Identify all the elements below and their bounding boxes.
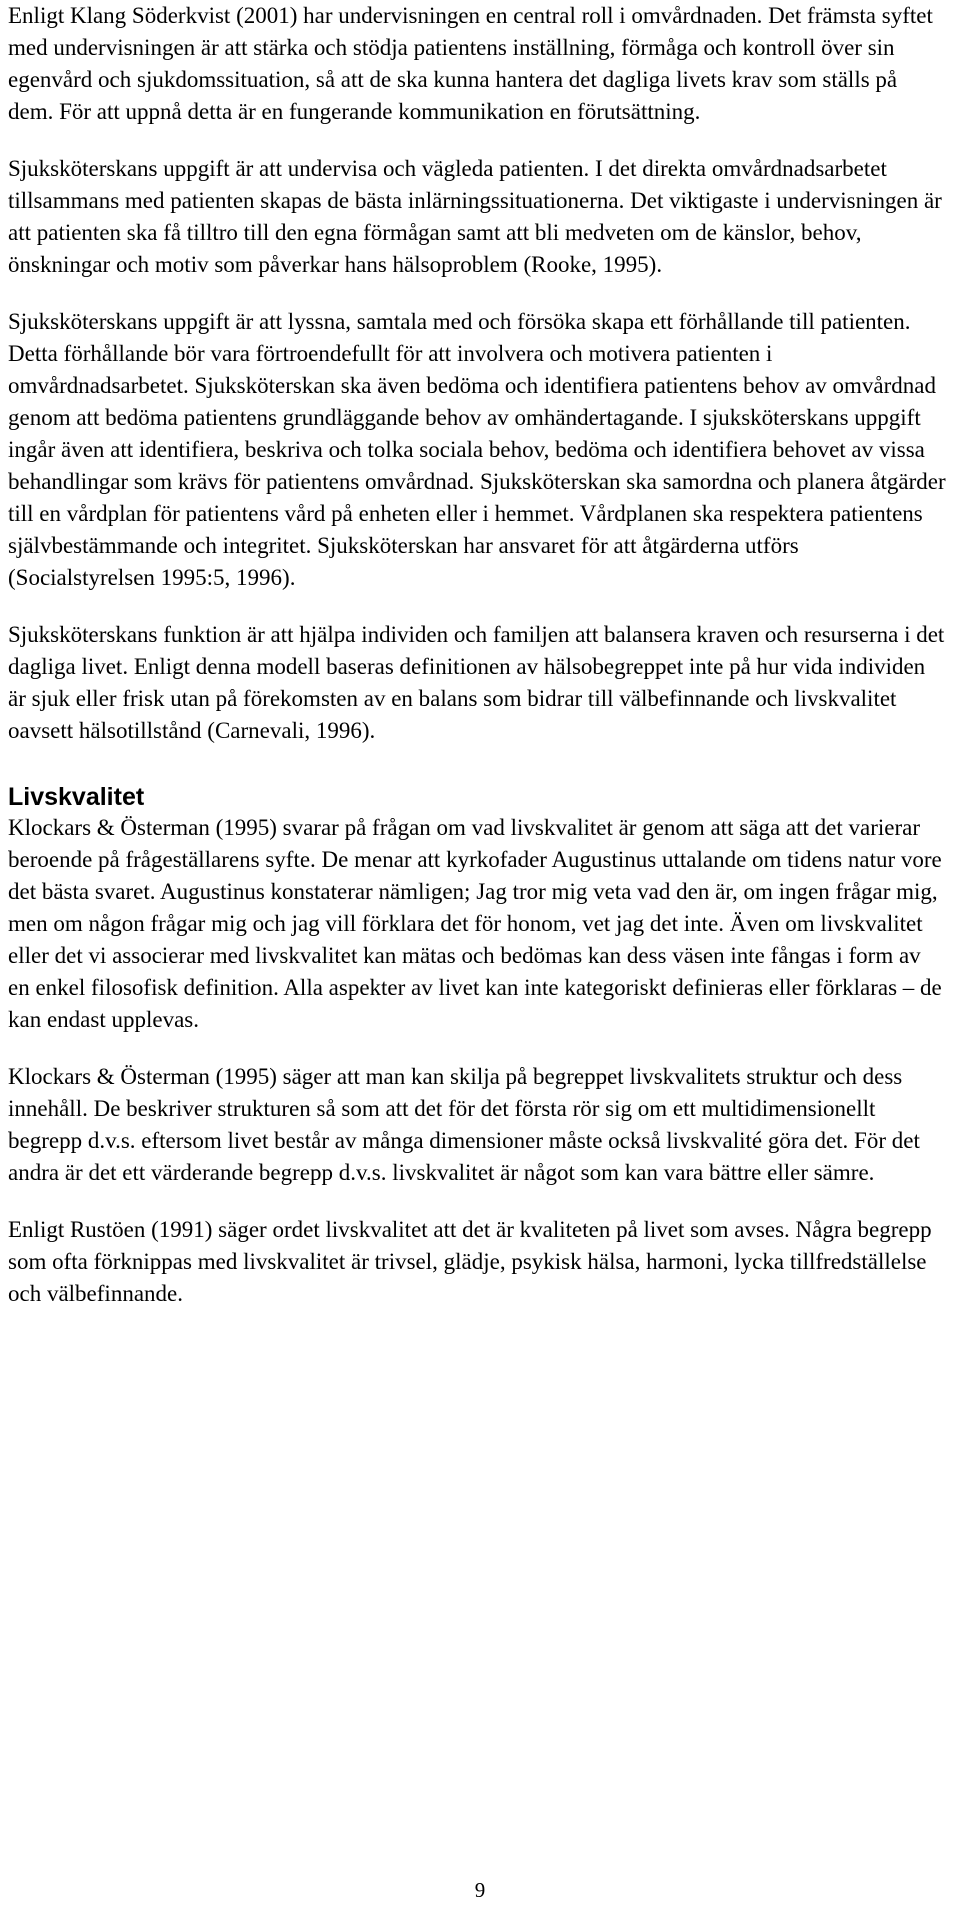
paragraph-vagleda: Sjuksköterskans uppgift är att undervisa och vägleda patienten. I det direkta omvårdnadsarbetet tillsammans med patienten skapas de bästa inlärningssituationerna. Det viktigaste i undervisningen är att patienten ska få tilltro till den egna förmågan samt att bli medveten om de känslor, behov, önskningar och motiv som påverkar hans hälsoproblem (Rooke, 1995). <box>8 156 942 277</box>
paragraph-struktur: Klockars & Österman (1995) säger att man kan skilja på begreppet livskvalitets struktur och dess innehåll. De beskriver strukturen så som att det för det första rör sig om ett multidimensionellt begrepp d.v.s. eftersom livet består av många dimensioner måste också livskvalité göra det. För det andra är det ett värderande begrepp d.v.s. livskvalitet är något som kan vara bättre eller sämre. <box>8 1064 920 1185</box>
section-heading: Livskvalitet <box>8 783 145 811</box>
paragraph-augustinus: Klockars & Österman (1995) svarar på frågan om vad livskvalitet är genom att säga att det varierar beroende på frågeställarens syfte. De menar att kyrkofader Augustinus uttalande om tidens natur vore det bästa svaret. Augustinus konstaterar nämligen; Jag tror mig veta vad den är, om ingen frågar mig, men om någon frågar mig och jag vill förklara det för honom, vet jag det inte. Även om livskvalitet eller det vi associerar med livskvalitet kan mätas och bedömas kan dess väsen inte fångas i form av en enkel filosofisk definition. Alla aspekter av livet kan inte kategoriskt definieras eller förklaras – de kan endast upplevas. <box>8 815 942 1032</box>
paragraph-funktion: Sjuksköterskans funktion är att hjälpa individen och familjen att balansera kraven och resurserna i det dagliga livet. Enligt denna modell baseras definitionen av hälsobegreppet inte på hur vida individen är sjuk eller frisk utan på förekomsten av en balans som bidrar till välbefinnande och livskvalitet oavsett hälsotillstånd (Carnevali, 1996). <box>8 622 945 743</box>
paragraph-rustoen: Enligt Rustöen (1991) säger ordet livskvalitet att det är kvaliteten på livet som avses. Några begrepp som ofta förknippas med livskvalitet är trivsel, glädje, psykisk hälsa, harmoni, lycka tillfredställelse och välbefinnande. <box>8 1217 932 1306</box>
paragraph-lyssna: Sjuksköterskans uppgift är att lyssna, samtala med och försöka skapa ett förhållande till patienten. Detta förhållande bör vara förtroendefullt för att involvera och motivera patienten i omvårdnadsarbetet. Sjuksköterskan ska även bedöma och identifiera patientens behov av omvårdnad genom att bedöma patientens grundläggande behov av omhändertagande. I sjuksköterskans uppgift ingår även att identifiera, beskriva och tolka sociala behov, bedöma och identifiera behovet av vissa behandlingar som krävs för patientens omvårdnad. Sjuksköterskan ska samordna och planera åtgärder till en vårdplan för patientens vård på enheten eller i hemmet. Vårdplanen ska respektera patientens självbestämmande och integritet. Sjuksköterskan har ansvaret för att åtgärderna utförs (Socialstyrelsen 1995:5, 1996). <box>8 309 946 590</box>
page-number: 9 <box>474 1878 486 1902</box>
paragraph-undervisning: Enligt Klang Söderkvist (2001) har undervisningen en central roll i omvårdnaden. Det främsta syftet med undervisningen är att stärka och stödja patientens inställning, förmåga och kontroll över sin egenvård och sjukdomssituation, så att de ska kunna hantera det dagliga livets krav som ställs på dem. För att uppnå detta är en fungerande kommunikation en förutsättning. <box>8 3 933 124</box>
document-page <box>8 0 948 1310</box>
